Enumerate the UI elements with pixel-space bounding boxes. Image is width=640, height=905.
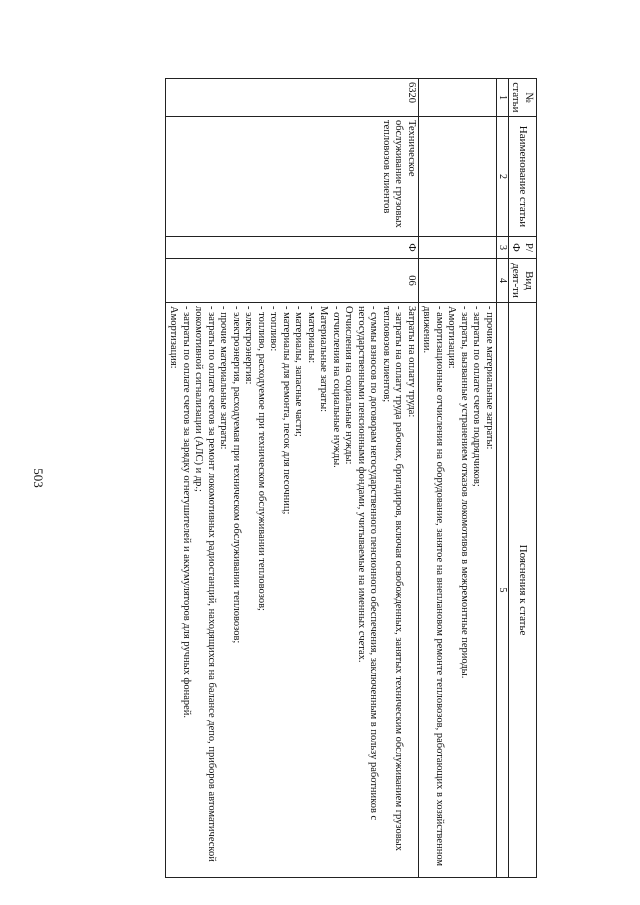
explanation-line: - суммы взносов по договорам негосударственного пенсионного обеспечения, заключенным в пользу работников с негосударственными пенсионными фондами, учитываемые на именных счетах. [356,306,380,821]
activity-cell: 06 [166,259,419,303]
explanation-line: - материалы, запасные части; [293,306,305,437]
explanation-line: - электроэнергия, расходуемая при техническом обслуживании тепловозов; [231,306,242,644]
rf-cell [419,237,497,259]
column-number: 4 [497,259,509,303]
explanation-line: - затраты на оплату труда рабочих, бригадиров, включая освобожденных, занятых техническим обслуживанием грузовых тепловозов клиентов; [381,306,405,851]
item-name-cell: Техническое обслуживание грузовых тепловозов клиентов [166,117,419,237]
explanation-line: Затраты на оплату труда: [406,306,417,418]
explanation-line: Амортизация: [168,306,180,369]
explanation-line: - затраты по оплате счетов за ремонт локомотивных радиостанций, находящихся на балансе депо, приборов автоматической локомотивной сигнализации (АЛС) и др.; [193,306,217,862]
table-row [419,79,497,878]
column-number: 2 [497,117,509,237]
explanation-line: - прочие материальные затраты: [484,306,495,450]
column-number: 1 [497,79,509,117]
explanation-line: - затраты, вызванные устранением отказов локомотивов в межремонтные периоды. [459,306,470,679]
page-number: 503 [31,468,46,488]
header-activity-type: Вид деят-ти [509,259,537,303]
explanations-cell [166,303,419,878]
rf-cell: Ф [166,237,419,259]
explanation-line: Амортизация: [446,306,458,369]
explanation-line: - материалы для ремонта, песок для песочниц; [281,306,292,515]
expense-items-table [165,78,537,878]
activity-cell [419,259,497,303]
item-number-cell [419,79,497,117]
explanation-line: - отчисления на социальные нужды. [331,306,342,468]
explanation-line: - электроэнергия: [243,306,255,385]
header-item-name: Наименование статьи [509,117,537,237]
header-explanations: Пояснения к статье [509,303,537,878]
explanation-line: Отчисления на социальные нужды: [343,306,355,465]
item-name-cell [419,117,497,237]
column-number: 5 [497,303,509,878]
column-number: 3 [497,237,509,259]
explanation-line: - материалы: [306,306,317,364]
table-header-row [509,79,537,878]
explanation-line: - прочие материальные затраты: [218,306,230,450]
table-row [166,79,419,878]
column-numbers-row [497,79,509,878]
explanation-line: - затраты по оплате счетов подрядчиков; [471,306,483,487]
header-rf: Р/Ф [509,237,537,259]
header-item-number: № статьи [509,79,537,117]
explanation-line: Материальные затраты: [318,306,330,413]
explanation-line: - затраты по оплате счетов за зарядку огнетушителей и аккумуляторов для ручных фонарей. [181,306,192,719]
rotated-page-content [87,78,537,878]
explanation-line: - топливо, расходуемое при техническом обслуживании тепловозов; [256,306,267,611]
explanation-line: - топливо: [268,306,280,352]
explanation-line: - амортизационные отчисления на оборудование, занятое на внеплановом ремонте тепловозов, работающих в хозяйственном движении. [421,306,445,867]
explanations-cell [419,303,497,878]
item-number-cell: 6320 [166,79,419,117]
